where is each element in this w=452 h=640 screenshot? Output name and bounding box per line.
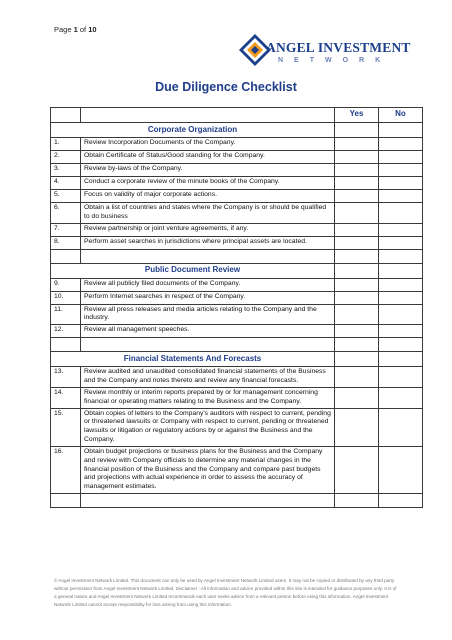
section-heading-row (51, 263, 423, 278)
spacer-yes-cell (335, 249, 379, 263)
angel-investment-network-logo (238, 33, 411, 71)
yes-checkbox-cell[interactable] (335, 236, 379, 249)
section-heading: Financial Statements And Forecasts (51, 352, 335, 367)
page-of: of (79, 25, 87, 34)
section-no-cell (379, 123, 423, 138)
no-checkbox-cell[interactable] (379, 138, 423, 151)
item-text: Perform Internet searches in respect of the Company. (81, 291, 335, 304)
checklist-table (50, 107, 423, 508)
no-checkbox-cell[interactable] (379, 236, 423, 249)
yes-checkbox-cell[interactable] (335, 387, 379, 408)
item-text: Review all press releases and media articles relating to the Company and the industry. (81, 304, 335, 325)
item-text: Review monthly or interim reports prepared by or for management concerning financial or operating matters relating to the Business and the Company. (81, 387, 335, 408)
page-current: 1 (73, 25, 78, 34)
header-blank-num (51, 108, 81, 123)
item-text: Review by-laws of the Company. (81, 164, 335, 177)
yes-checkbox-cell[interactable] (335, 151, 379, 164)
table-header-row (51, 108, 423, 123)
item-number: 11. (51, 304, 81, 325)
section-yes-cell (335, 352, 379, 367)
section-yes-cell (335, 263, 379, 278)
item-number: 7. (51, 223, 81, 236)
table-row (51, 367, 423, 388)
no-checkbox-cell[interactable] (379, 367, 423, 388)
table-row (51, 325, 423, 338)
no-checkbox-cell[interactable] (379, 164, 423, 177)
yes-checkbox-cell[interactable] (335, 164, 379, 177)
table-row (51, 164, 423, 177)
yes-checkbox-cell[interactable] (335, 203, 379, 224)
table-row (51, 203, 423, 224)
item-text: Focus on validity of major corporate actions. (81, 190, 335, 203)
item-number: 2. (51, 151, 81, 164)
table-row (51, 190, 423, 203)
item-text: Review all management speeches. (81, 325, 335, 338)
spacer-num-cell (51, 494, 81, 508)
spacer-num-cell (51, 338, 81, 352)
no-checkbox-cell[interactable] (379, 223, 423, 236)
table-row (51, 236, 423, 249)
item-text: Obtain copies of letters to the Company's auditors with respect to current, pending or threatened lawsuits or Company with respect to current, pending or threatened lawsuits or litigation or regulatory actions by or against the Business and the Company. (81, 408, 335, 446)
page-total: 10 (88, 25, 97, 34)
yes-checkbox-cell[interactable] (335, 304, 379, 325)
item-text: Review all publicly filed documents of the Company. (81, 278, 335, 291)
no-checkbox-cell[interactable] (379, 291, 423, 304)
table-row (51, 138, 423, 151)
section-yes-cell (335, 123, 379, 138)
page-label: Page (54, 25, 72, 34)
table-row (51, 304, 423, 325)
header-blank-text (81, 108, 335, 123)
yes-checkbox-cell[interactable] (335, 446, 379, 493)
no-checkbox-cell[interactable] (379, 408, 423, 446)
item-text: Review audited and unaudited consolidated financial statements of the Business and the Company and notes thereto and review any financial forecasts. (81, 367, 335, 388)
item-number: 1. (51, 138, 81, 151)
table-row (51, 291, 423, 304)
item-number: 9. (51, 278, 81, 291)
yes-checkbox-cell[interactable] (335, 177, 379, 190)
spacer-no-cell (379, 494, 423, 508)
item-text: Obtain a list of countries and states where the Company is or should be qualified to do business (81, 203, 335, 224)
table-row (51, 408, 423, 446)
item-text: Perform asset searches in jurisdictions where principal assets are located. (81, 236, 335, 249)
table-row (51, 387, 423, 408)
item-number: 16. (51, 446, 81, 493)
spacer-row (51, 338, 423, 352)
table-row (51, 151, 423, 164)
page-number (54, 25, 97, 34)
spacer-no-cell (379, 249, 423, 263)
spacer-row (51, 249, 423, 263)
section-heading: Public Document Review (51, 263, 335, 278)
yes-checkbox-cell[interactable] (335, 190, 379, 203)
item-number: 6. (51, 203, 81, 224)
no-checkbox-cell[interactable] (379, 446, 423, 493)
yes-checkbox-cell[interactable] (335, 278, 379, 291)
item-text: Obtain Certificate of Status/Good standing for the Company. (81, 151, 335, 164)
no-column-header: No (379, 108, 423, 123)
table-row (51, 278, 423, 291)
yes-column-header: Yes (335, 108, 379, 123)
item-text: Conduct a corporate review of the minute books of the Company. (81, 177, 335, 190)
yes-checkbox-cell[interactable] (335, 408, 379, 446)
section-no-cell (379, 352, 423, 367)
spacer-no-cell (379, 338, 423, 352)
no-checkbox-cell[interactable] (379, 190, 423, 203)
no-checkbox-cell[interactable] (379, 325, 423, 338)
section-heading: Corporate Organization (51, 123, 335, 138)
spacer-text-cell (81, 249, 335, 263)
spacer-num-cell (51, 249, 81, 263)
spacer-text-cell (81, 494, 335, 508)
spacer-yes-cell (335, 494, 379, 508)
no-checkbox-cell[interactable] (379, 387, 423, 408)
table-row (51, 223, 423, 236)
copyright-disclaimer: © Angel Investment Network Limited. This document can only be used by Angel Investment Network Limited users. It may not be copied or distributed by any third party without permission from Angel Investment Network Limited. Disclaimer : All information and advice provided within this site is intended for guidance purposes only. It is of a general nature and Angel Investment Network Limited recommends each user seeks advice from a relevant person before using this information. Angel Investment Network Limited cannot accept responsibility for loss arising from using this information. (54, 578, 397, 608)
item-text: Obtain budget projections or business plans for the Business and the Company and review with Company officials to determine any material changes in the financial position of the Business and the Company and compare past budgets and projections with actual experience in order to assess the accuracy of management estimates. (81, 446, 335, 493)
item-number: 15. (51, 408, 81, 446)
item-text: Review partnership or joint venture agreements, if any. (81, 223, 335, 236)
item-number: 12. (51, 325, 81, 338)
item-number: 3. (51, 164, 81, 177)
spacer-row (51, 494, 423, 508)
no-checkbox-cell[interactable] (379, 177, 423, 190)
table-row (51, 177, 423, 190)
section-heading-row (51, 123, 423, 138)
yes-checkbox-cell[interactable] (335, 325, 379, 338)
no-checkbox-cell[interactable] (379, 203, 423, 224)
section-heading-row (51, 352, 423, 367)
item-number: 4. (51, 177, 81, 190)
no-checkbox-cell[interactable] (379, 304, 423, 325)
yes-checkbox-cell[interactable] (335, 223, 379, 236)
document-title: Due Diligence Checklist (155, 80, 297, 94)
no-checkbox-cell[interactable] (379, 151, 423, 164)
yes-checkbox-cell[interactable] (335, 291, 379, 304)
item-number: 8. (51, 236, 81, 249)
item-number: 10. (51, 291, 81, 304)
yes-checkbox-cell[interactable] (335, 367, 379, 388)
logo-subtitle: NETWORK (278, 57, 392, 64)
spacer-yes-cell (335, 338, 379, 352)
spacer-text-cell (81, 338, 335, 352)
logo-name: ANGEL INVESTMENT (266, 40, 411, 55)
item-number: 5. (51, 190, 81, 203)
table-row (51, 446, 423, 493)
section-no-cell (379, 263, 423, 278)
yes-checkbox-cell[interactable] (335, 138, 379, 151)
item-text: Review Incorporation Documents of the Company. (81, 138, 335, 151)
item-number: 14. (51, 387, 81, 408)
item-number: 13. (51, 367, 81, 388)
no-checkbox-cell[interactable] (379, 278, 423, 291)
